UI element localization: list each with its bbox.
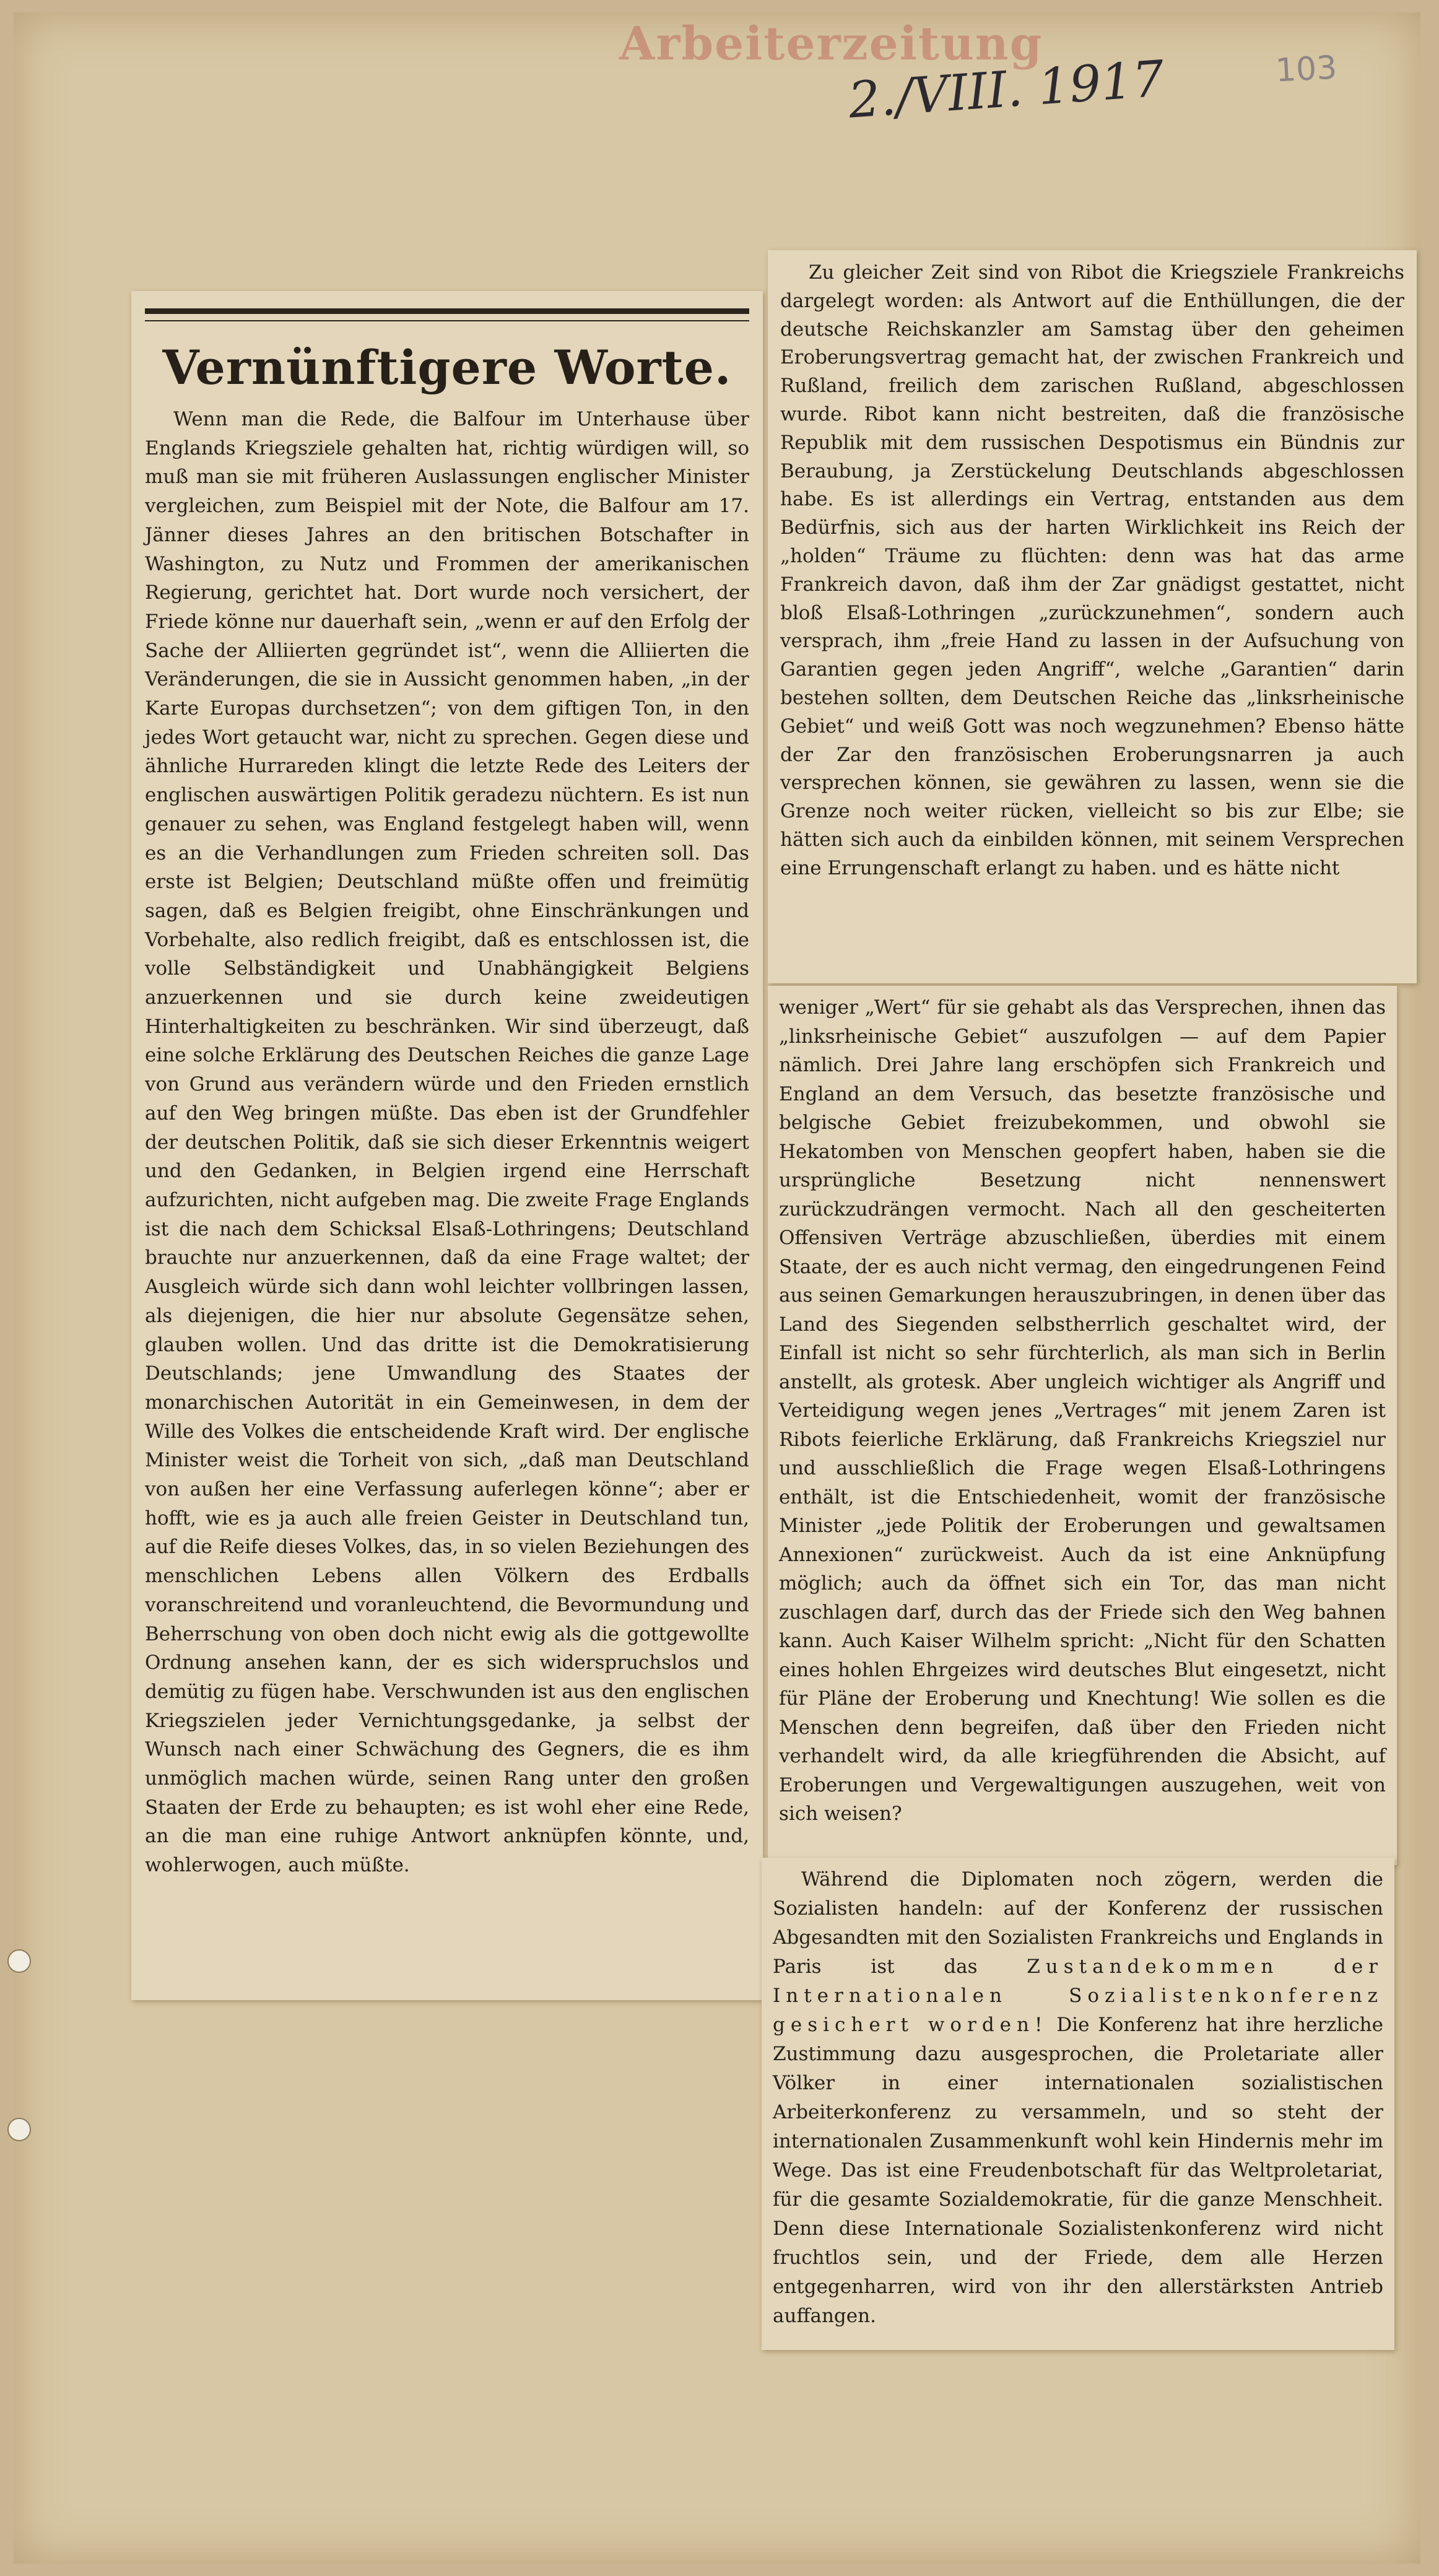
article-paragraph: Zu gleicher Zeit sind von Ribot die Kriegsziele Frankreichs dargelegt worden: als Antwort auf die Enthüllungen, die der deutsche Reichskanzler am Samstag über den geheimen Eroberungsvertrag gemacht hat, der zwischen Frankreich und Rußland, freilich dem zarischen Rußland, abgeschlossen wurde. Ribot kann nicht bestreiten, daß die französische Republik mit dem russischen Despotismus ein Bündnis zur Beraubung, ja Zerstückelung Deutschlands abgeschlossen habe. Es ist allerdings ein Vertrag, entstanden aus dem Bedürfnis, sich aus der harten Wirklichkeit ins Reich der „holden“ Träume zu flüchten: denn was hat das arme Frankreich davon, daß ihm der Zar gnädigst gestattet, nicht bloß Elsaß-Lothringen „zurückzunehmen“, sondern auch versprach, ihm „freie Hand zu lassen in der Aufsuchung von Garantien gegen jeden Angriff“, welche „Garantien“ darin bestehen sollten, dem Deutschen Reiche das „linksrheinische Gebiet“ und weiß Gott was noch wegzunehmen? Ebenso hätte der Zar den französischen Eroberungsnarren ja auch versprechen können, sie gewähren zu lassen, wenn sie die Grenze noch weiter rücken, vielleicht so bis zur Elbe; sie hätten sich auch da einbilden können, mit seinem Versprechen eine Errungenschaft erlangt zu haben. und es hätte nicht — [780, 261, 1404, 879]
paragraph-intro: Während die Diplomaten noch zögern, werden die Sozialisten handeln: auf der Konferenz der russischen Abgesandten mit den Sozialisten Frankreichs und Englands in Paris ist das — [773, 1868, 1383, 1978]
newspaper-stamp: Arbeiterzeitung — [619, 17, 1043, 71]
paragraph-rest: Die Konferenz hat ihre herzliche Zustimmung dazu ausgesprochen, die Proletariate aller Völker in einer internationalen sozialistischen Arbeiterkonferenz zu versammeln, und so steht der internationalen Zusammenkunft wohl kein Hindernis mehr im Wege. Das ist eine Freudenbotschaft für das Weltproletariat, für die gesamte Sozialdemokratie, für die ganze Menschheit. Denn diese Internationale Sozialistenkonferenz wird nicht fruchtlos sein, und der Friede, dem alle Herzen entgegenharren, wird von ihr den allerstärksten Antrieb auffangen. — [773, 2014, 1383, 2327]
clipping-column-4 — [762, 1858, 1394, 2350]
handwritten-date: 2./VIII. 1917 — [846, 50, 1166, 129]
article-paragraph: Wenn man die Rede, die Balfour im Unterhause über Englands Kriegsziele gehalten hat, richtig würdigen will, so muß man sie mit früheren Auslassungen englischer Minister vergleichen, zum Beispiel mit der Note, die Balfour am 17. Jänner dieses Jahres an den britischen Botschafter in Washington, zu Nutz und Frommen der amerikanischen Regierung, gerichtet hat. Dort wurde noch versichert, der Friede könne nur dauerhaft sein, „wenn er auf den Erfolg der Sache der Alliierten gegründet ist“, wenn die Alliierten die Veränderungen, die sie in Aussicht genommen haben, „in der Karte Europas durchsetzen“; von dem giftigen Ton, in den jedes Wort getaucht war, nicht zu sprechen. Gegen diese und ähnliche Hurrareden klingt die letzte Rede des Leiters der englischen auswärtigen Politik geradezu nüchtern. Es ist nun genauer zu sehen, was England festgelegt haben will, wenn es an die Verhandlungen zum Frieden schreiten soll. Das erste ist Belgien; Deutschland müßte offen und freimütig sagen, daß es Belgien freigibt, ohne Einschränkungen und Vorbehalte, also redlich freigibt, daß es entschlossen ist, die volle Selbständigkeit und Unabhängigkeit Belgiens anzuerkennen und sie durch keine zweideutigen Hinterhaltigkeiten zu beschränken. Wir sind überzeugt, daß eine solche Erklärung des Deutschen Reiches die ganze Lage von Grund aus verändern würde und den Frieden ernstlich auf den Weg bringen müßte. Das eben ist der Grundfehler der deutschen Politik, daß sie sich dieser Erkenntnis weigert und den Gedanken, in Belgien irgend eine Herrschaft aufzurichten, nicht aufgeben mag. Die zweite Frage Englands ist die nach dem Schicksal Elsaß-Lothringens; Deutschland brauchte nur anzuerkennen, daß da eine Frage waltet; der Ausgleich würde sich dann wohl leichter vollbringen lassen, als diejenigen, die hier nur absolute Gegensätze sehen, glauben wollen. Und das dritte ist die Demokratisierung Deutschlands; jene Umwandlung des Staates der monarchischen Autorität in ein Gemeinwesen, in dem der Wille des Volkes die entscheidende Kraft wird. Der englische Minister weist die Torheit von sich, „daß man Deutschland von außen her eine Verfassung auferlegen könne“; aber er hofft, wie es ja auch alle freien Geister in Deutschland tun, auf die Reife dieses Volkes, das, in so vielen Beziehungen des menschlichen Lebens allen Völkern des Erdballs voranschreitend und voranleuchtend, die Bevormundung und Beherrschung von oben doch nicht ewig als die gottgewollte Ordnung ansehen kann, der es sich widerspruchslos und demütig zu fügen habe. Verschwunden ist aus den englischen Kriegszielen jeder Vernichtungsgedanke, ja selbst der Wunsch nach einer Schwächung des Gegners, die es ihm unmöglich machen würde, seinen Rang unter den großen Staaten der Erde zu behaupten; es ist wohl eher eine Rede, an die man eine ruhige Antwort anknüpfen könnte, und, wohlerwogen, auch müßte. — [145, 408, 749, 1877]
spaced-emphasis: Zustandekommen der Internationalen Sozialistenkonferenz gesichert worden! — [773, 1956, 1383, 2036]
article-paragraph — [773, 1865, 1383, 2331]
handwritten-number: 103 — [1274, 49, 1338, 90]
article-headline: Vernünftigere Worte. — [162, 340, 732, 395]
header-rule-thin — [145, 320, 749, 321]
article-paragraph: weniger „Wert“ für sie gehabt als das Versprechen, ihnen das „linksrheinische Gebiet“ auszufolgen — auf dem Papier nämlich. Drei Jahre lang erschöpfen sich Frankreich und England an dem Versuch, das besetzte französische und belgische Gebiet freizubekommen, und obwohl sie Hekatomben von Menschen geopfert haben, haben sie die ursprüngliche Besetzung nicht nennenswert zurückzudrängen vermocht. Nach all den gescheiterten Offensiven Verträge abzuschließen, überdies mit einem Staate, der es auch nicht vermag, den eingedrungenen Feind aus seinen Gemarkungen herauszubringen, in denen über das Land des Siegenden selbstherrlich geschaltet wird, der Einfall ist nicht so sehr fürchterlich, als man sich in Berlin anstellt, als grotesk. Aber ungleich wichtiger als Angriff und Verteidigung wegen jenes „Vertrages“ mit jenem Zaren ist Ribots feierliche Erklärung, daß Frankreichs Kriegsziel nur und ausschließlich die Frage wegen Elsaß-Lothringens enthält, ist die Entschiedenheit, womit der französische Minister „jede Politik der Eroberungen und gewaltsamen Annexionen“ zurückweist. Auch da ist eine Anknüpfung möglich; auch da öffnet sich ein Tor, das man nicht zuschlagen darf, durch das der Friede sich den Weg bahnen kann. Auch Kaiser Wilhelm spricht: „Nicht für den Schatten eines hohlen Ehrgeizes wird deutsches Blut eingesetzt, nicht für Pläne der Eroberung und Knechtung! Wie sollen es die Menschen denn begreifen, daß über den Frieden nicht verhandelt wird, da alle kriegführenden die Absicht, auf Eroberungen und Vergewaltigungen auszugehen, weit von sich weisen? — [779, 996, 1386, 1825]
header-rule — [145, 308, 749, 314]
clipping-column-2 — [768, 250, 1417, 983]
punch-hole — [7, 1949, 31, 1973]
punch-hole — [7, 2118, 31, 2141]
clipping-column-3 — [768, 986, 1397, 1865]
clipping-column-1 — [131, 291, 763, 2000]
